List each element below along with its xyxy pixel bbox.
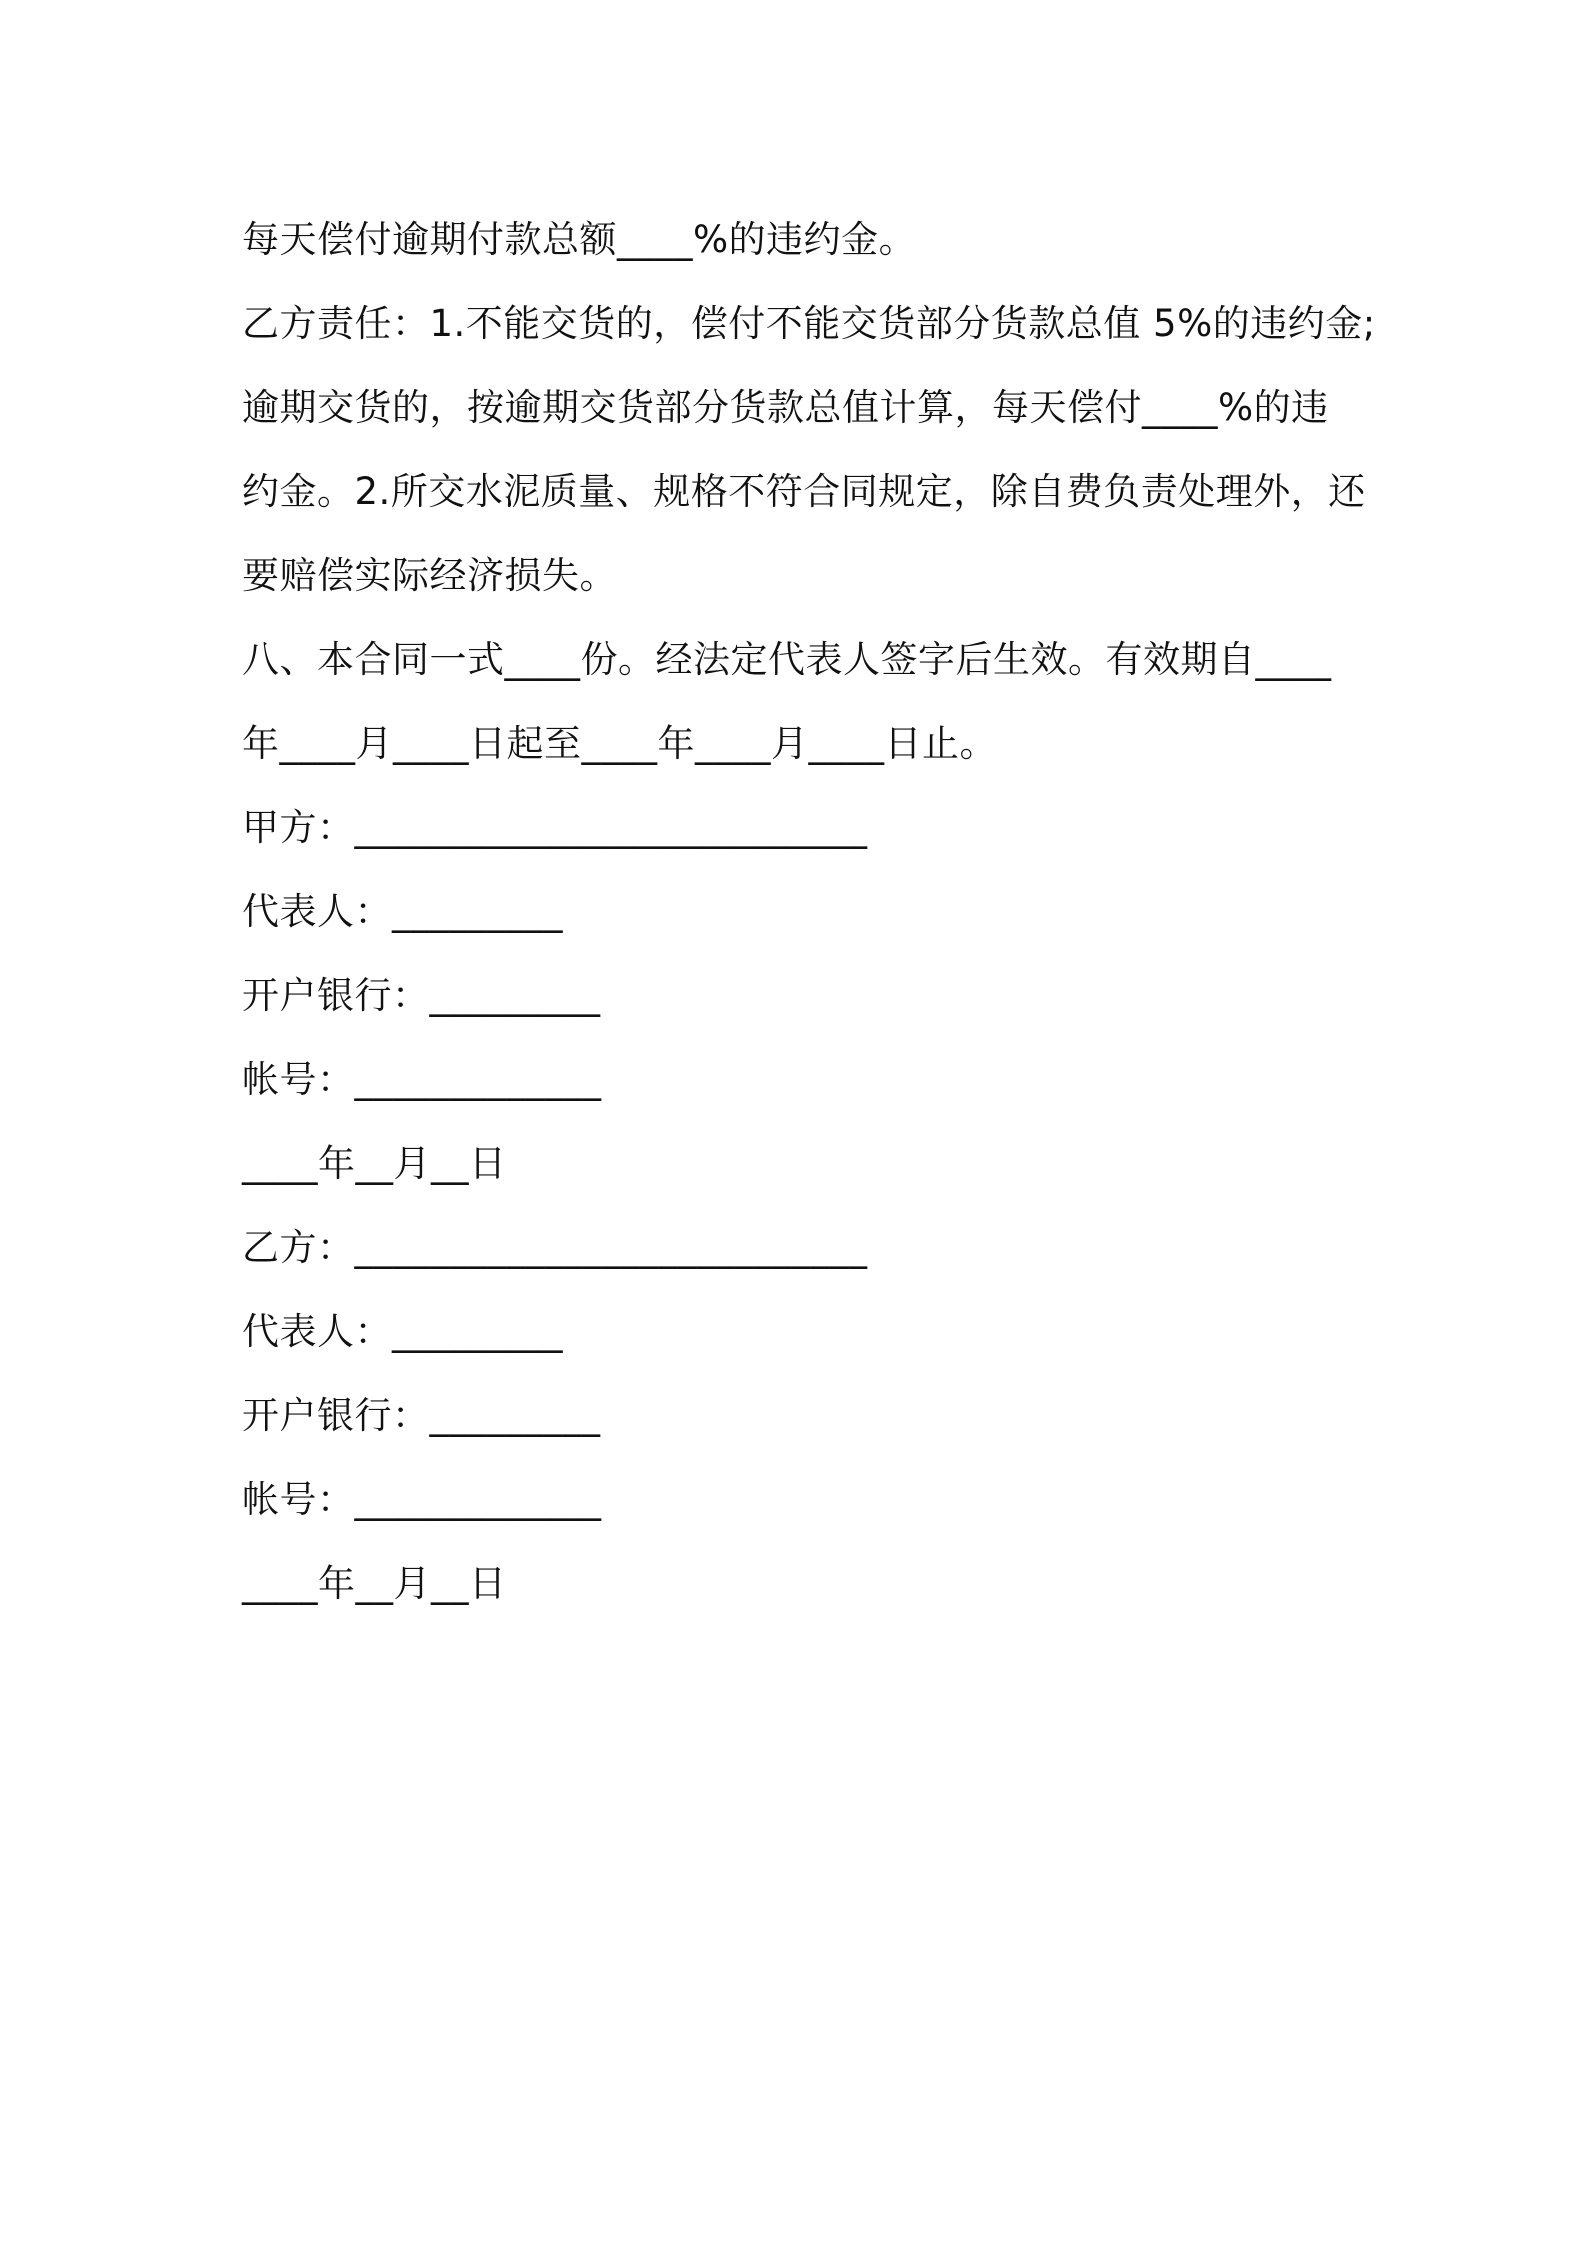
party-a-date-line: ____年__月__日 <box>242 1142 507 1185</box>
party-b-date-line: ____年__月__日 <box>242 1562 507 1605</box>
paragraph-line-3: 逾期交货的，按逾期交货部分货款总值计算，每天偿付____%的违 <box>242 386 1329 429</box>
document-body <box>242 198 1376 1626</box>
party-a-signature-block <box>242 786 1362 1206</box>
party-a-representative-line: 代表人：_________ <box>242 890 563 933</box>
party-a-bank-line: 开户银行：_________ <box>242 974 601 1017</box>
party-a-account-line: 帐号：_____________ <box>242 1058 602 1101</box>
paragraph-line-5: 要赔偿实际经济损失。 <box>242 554 617 597</box>
paragraph-line-6: 八、本合同一式____份。经法定代表人签字后生效。有效期自____ <box>242 638 1332 681</box>
party-b-bank-line: 开户银行：_________ <box>242 1394 601 1437</box>
paragraph-line-2: 乙方责任：1.不能交货的，偿付不能交货部分货款总值 5%的违约金; <box>242 302 1376 345</box>
party-b-signature-block <box>242 1206 1362 1626</box>
party-b-representative-line: 代表人：_________ <box>242 1310 563 1353</box>
paragraph-line-1: 每天偿付逾期付款总额____%的违约金。 <box>242 218 917 261</box>
party-b-account-line: 帐号：_____________ <box>242 1478 602 1521</box>
party-a-name-line: 甲方：___________________________ <box>242 806 868 849</box>
party-b-name-line: 乙方：___________________________ <box>242 1226 868 1269</box>
paragraph-line-7: 年____月____日起至____年____月____日止。 <box>242 722 997 765</box>
paragraph-line-4: 约金。2.所交水泥质量、规格不符合同规定，除自费负责处理外，还 <box>242 470 1366 513</box>
